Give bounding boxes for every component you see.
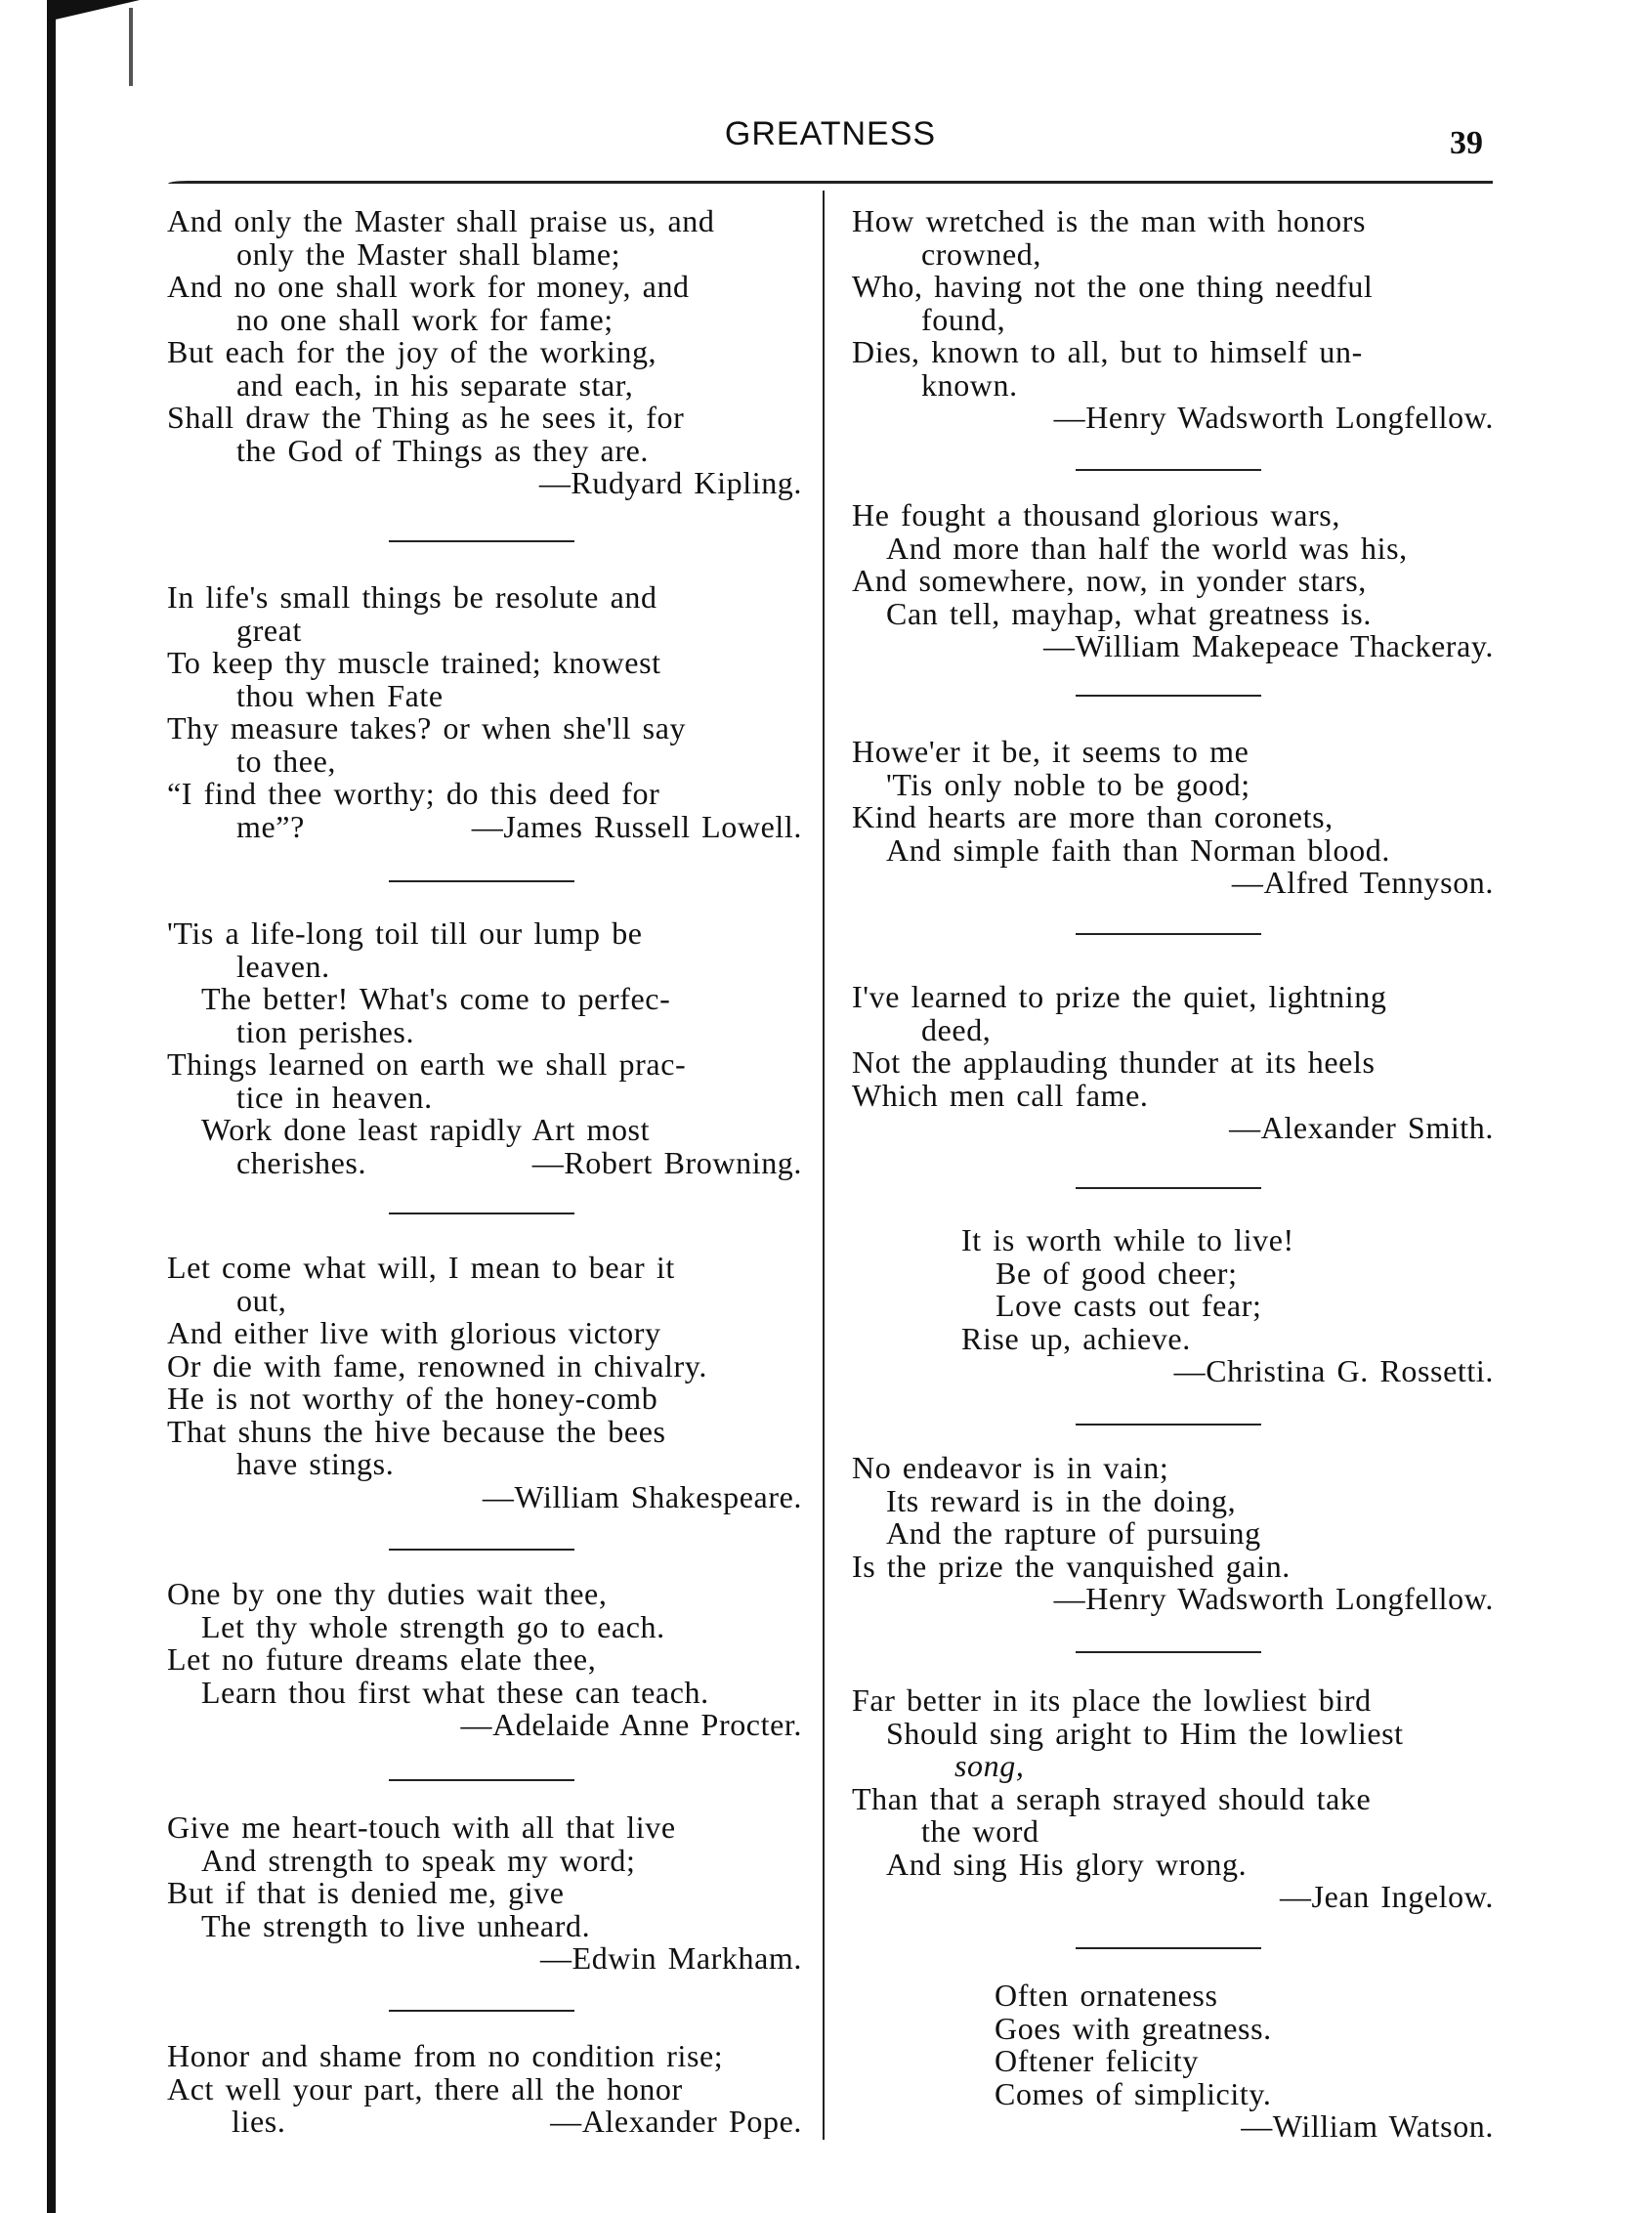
- verse-line: Its reward is in the doing,: [886, 1482, 1237, 1518]
- verse-line: Who, having not the one thing needful: [852, 269, 1374, 304]
- poem-author: —Henry Wadsworth Longfellow.: [1053, 400, 1494, 435]
- verse-line: Give me heart-touch with all that live: [167, 1809, 676, 1845]
- verse-line: But each for the joy of the working,: [167, 334, 657, 369]
- verse-line: song,: [954, 1748, 1025, 1783]
- verse-line: He fought a thousand glorious wars,: [852, 497, 1340, 532]
- verse-line: In life's small things be resolute and: [167, 579, 657, 615]
- verse-line: And only the Master shall praise us, and: [167, 203, 715, 238]
- verse-line: And sing His glory wrong.: [886, 1846, 1248, 1882]
- verse-line: lies.: [232, 2104, 286, 2139]
- verse-line: Let come what will, I mean to bear it: [167, 1250, 675, 1285]
- poem-author: —James Russell Lowell.: [471, 808, 802, 844]
- poem-ingelow: [852, 1684, 1494, 1914]
- verse-line: And either live with glorious victory: [167, 1315, 661, 1350]
- running-header: GREATNESS: [724, 115, 937, 152]
- verse-line: And more than half the world was his,: [886, 530, 1408, 566]
- poem-author: —Jean Ingelow.: [1279, 1879, 1494, 1914]
- verse-line: Let no future dreams elate thee,: [167, 1641, 597, 1677]
- stanza-separator: [389, 880, 574, 882]
- verse-line: the God of Things as they are.: [236, 432, 649, 468]
- poem-author: —Alfred Tennyson.: [1231, 865, 1494, 900]
- page-edge-shadow: [129, 8, 133, 86]
- verse-line: And the rapture of pursuing: [886, 1515, 1261, 1551]
- verse-line: Not the applauding thunder at its heels: [852, 1044, 1376, 1080]
- verse-line: But if that is denied me, give: [167, 1875, 565, 1910]
- verse-line: That shuns the hive because the bees: [167, 1413, 666, 1449]
- verse-line: Love casts out fear;: [995, 1288, 1262, 1323]
- poem-longfellow-1: [852, 205, 1494, 435]
- verse-line: Learn thou first what these can teach.: [201, 1674, 709, 1710]
- verse-line: cherishes.: [236, 1144, 367, 1180]
- verse-line: Rise up, achieve.: [961, 1320, 1191, 1356]
- stanza-separator: [1076, 469, 1261, 471]
- verse-line: Can tell, mayhap, what greatness is.: [886, 595, 1372, 631]
- verse-line: Oftener felicity: [995, 2043, 1199, 2078]
- verse-line: Or die with fame, renowned in chivalry.: [167, 1347, 707, 1383]
- verse-line: 'Tis only noble to be good;: [886, 766, 1250, 802]
- verse-line: To keep thy muscle trained; knowest: [167, 645, 661, 680]
- poem-author: —William Makepeace Thackeray.: [1042, 628, 1494, 663]
- verse-line: “I find thee worthy; do this deed for: [167, 776, 660, 811]
- stanza-separator: [1076, 1947, 1261, 1949]
- verse-line: tion perishes.: [236, 1013, 415, 1049]
- verse-line: One by one thy duties wait thee,: [167, 1576, 608, 1611]
- poem-procter: [167, 1578, 802, 1742]
- verse-line: The better! What's come to perfec-: [201, 981, 671, 1016]
- verse-line: And no one shall work for money, and: [167, 269, 690, 304]
- poem-author: —Alexander Pope.: [550, 2104, 802, 2139]
- stanza-separator: [1076, 933, 1261, 935]
- verse-line: How wretched is the man with honors: [852, 203, 1367, 238]
- verse-line: deed,: [921, 1011, 992, 1047]
- poem-kipling: [167, 205, 802, 500]
- verse-line: Dies, known to all, but to himself un-: [852, 334, 1363, 369]
- verse-line: Let thy whole strength go to each.: [201, 1608, 665, 1644]
- verse-line: No endeavor is in vain;: [852, 1450, 1169, 1485]
- verse-line: Often ornateness: [995, 1978, 1218, 2013]
- verse-line: and each, in his separate star,: [236, 366, 634, 403]
- verse-line: The strength to live unheard.: [201, 1907, 591, 1943]
- poem-author: —William Shakespeare.: [482, 1478, 802, 1514]
- verse-line: to thee,: [236, 743, 336, 779]
- verse-line: out,: [236, 1282, 287, 1318]
- verse-line: Be of good cheer;: [995, 1255, 1238, 1291]
- verse-line: It is worth while to live!: [961, 1222, 1294, 1257]
- verse-line: Work done least rapidly Art most: [201, 1112, 651, 1147]
- stanza-separator: [389, 1779, 574, 1781]
- stanza-separator: [1076, 1187, 1261, 1189]
- poem-markham: [167, 1811, 802, 1976]
- verse-line: I've learned to prize the quiet, lightning: [852, 979, 1387, 1014]
- verse-line: no one shall work for fame;: [236, 301, 614, 337]
- verse-line: And simple faith than Norman blood.: [886, 831, 1390, 868]
- poem-author: —Adelaide Anne Procter.: [460, 1707, 802, 1742]
- verse-line: Than that a seraph strayed should take: [852, 1780, 1372, 1816]
- verse-line: Things learned on earth we shall prac-: [167, 1046, 687, 1082]
- verse-line: Is the prize the vanquished gain.: [852, 1548, 1291, 1584]
- verse-line: crowned,: [921, 235, 1041, 272]
- verse-line: Far better in its place the lowliest bird: [852, 1682, 1372, 1718]
- poem-browning: [167, 917, 802, 1179]
- poem-author: —Edwin Markham.: [540, 1940, 802, 1976]
- column-divider: [823, 191, 825, 2140]
- poem-shakespeare: [167, 1252, 802, 1513]
- verse-line: have stings.: [236, 1446, 395, 1481]
- verse-line: found,: [921, 301, 1006, 337]
- header-rule: [168, 181, 1493, 184]
- verse-line: Howe'er it be, it seems to me: [852, 734, 1250, 769]
- verse-line: Kind hearts are more than coronets,: [852, 799, 1334, 834]
- verse-line: leaven.: [236, 948, 330, 984]
- verse-line: Should sing aright to Him the lowliest: [886, 1715, 1404, 1751]
- verse-line: He is not worthy of the honey-comb: [167, 1381, 658, 1416]
- book-spine-edge: [47, 0, 56, 2213]
- stanza-separator: [389, 1549, 574, 1551]
- page-number: 39: [1450, 125, 1483, 161]
- verse-line: Thy measure takes? or when she'll say: [167, 710, 687, 745]
- poem-author: —William Watson.: [1241, 2108, 1494, 2144]
- stanza-separator: [389, 2010, 574, 2012]
- poem-smith: [852, 981, 1494, 1145]
- poem-author: —Alexander Smith.: [1229, 1110, 1494, 1145]
- poem-thackeray: [852, 499, 1494, 663]
- verse-line: And strength to speak my word;: [201, 1842, 636, 1878]
- stanza-separator: [1076, 1424, 1261, 1426]
- verse-line: Which men call fame.: [852, 1077, 1149, 1113]
- verse-line: only the Master shall blame;: [236, 235, 621, 272]
- poem-author: —Christina G. Rossetti.: [1173, 1353, 1494, 1388]
- poem-tennyson: [852, 736, 1494, 900]
- verse-line: Act well your part, there all the honor: [167, 2070, 683, 2107]
- poem-author: —Henry Wadsworth Longfellow.: [1053, 1581, 1494, 1616]
- verse-line: And somewhere, now, in yonder stars,: [852, 563, 1367, 598]
- poem-watson: [995, 1979, 1494, 2144]
- verse-line: Honor and shame from no condition rise;: [167, 2038, 724, 2073]
- poem-author: —Robert Browning.: [531, 1144, 802, 1180]
- verse-line: me”?: [236, 808, 305, 844]
- verse-line: tice in heaven.: [236, 1079, 433, 1115]
- stanza-separator: [1076, 695, 1261, 697]
- stanza-separator: [389, 1213, 574, 1214]
- book-corner-mark: [47, 0, 140, 21]
- stanza-separator: [389, 540, 574, 542]
- verse-line: Comes of simplicity.: [995, 2075, 1272, 2111]
- verse-line: Goes with greatness.: [995, 2010, 1272, 2046]
- verse-line: thou when Fate: [236, 677, 444, 713]
- poem-longfellow-2: [852, 1452, 1494, 1616]
- verse-line: Shall draw the Thing as he sees it, for: [167, 400, 685, 435]
- verse-line: known.: [921, 366, 1018, 403]
- poem-lowell: [167, 581, 802, 843]
- poem-rossetti: [961, 1224, 1494, 1388]
- stanza-separator: [1076, 1651, 1261, 1653]
- poem-pope: [167, 2040, 802, 2139]
- verse-line: great: [236, 612, 302, 648]
- poem-author: —Rudyard Kipling.: [538, 465, 802, 500]
- verse-line: 'Tis a life-long toil till our lump be: [167, 915, 643, 951]
- verse-line: the word: [921, 1813, 1039, 1849]
